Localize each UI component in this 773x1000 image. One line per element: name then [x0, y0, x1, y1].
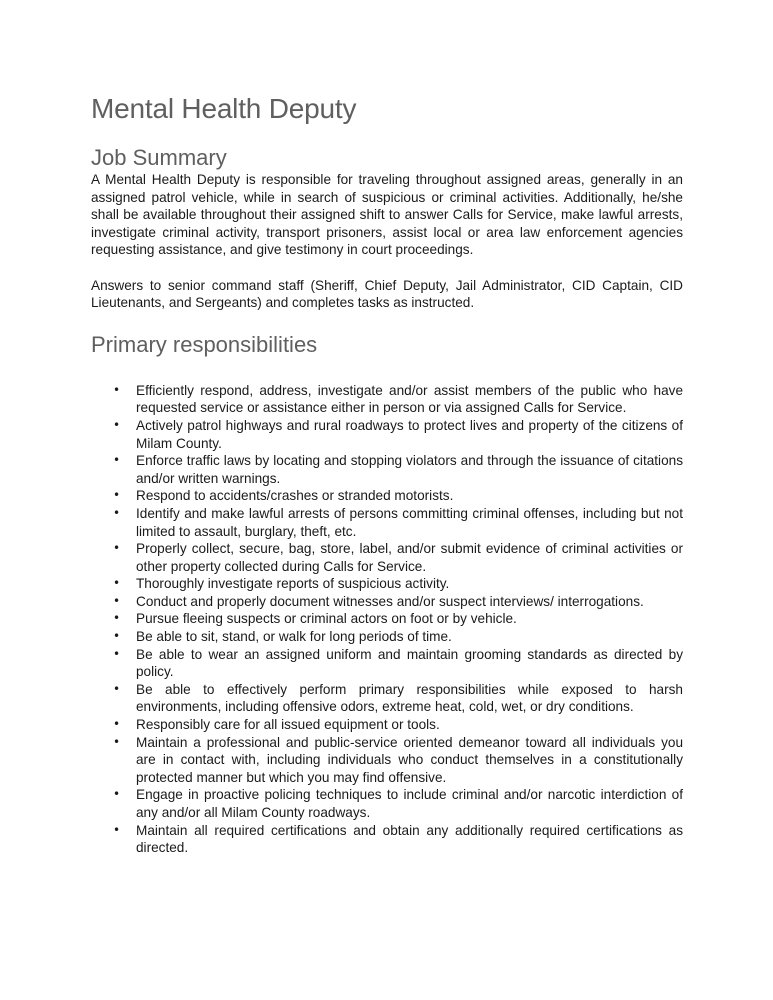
- bullet-icon: •: [113, 611, 121, 626]
- job-summary-body: [91, 171, 683, 312]
- bullet-icon: •: [113, 541, 121, 556]
- list-item: [91, 382, 683, 417]
- list-item-text: Responsibly care for all issued equipment or tools.: [136, 717, 440, 733]
- list-item: [91, 716, 683, 734]
- list-item-text: Pursue fleeing suspects or criminal actors on foot or by vehicle.: [136, 611, 517, 627]
- bullet-icon: •: [113, 417, 121, 432]
- bullet-icon: •: [113, 787, 121, 802]
- list-item-text: Enforce traffic laws by locating and stopping violators and through the issuance of citations and/or written warnings.: [136, 453, 683, 486]
- list-item-text: Respond to accidents/crashes or stranded motorists.: [136, 488, 454, 504]
- list-item: [91, 540, 683, 575]
- list-item-text: Efficiently respond, address, investigate and/or assist members of the public who have requested service or assistance either in person or via assigned Calls for Service.: [136, 382, 683, 416]
- list-item: [91, 681, 683, 716]
- list-item-text: Be able to effectively perform primary responsibilities while exposed to harsh environments, including offensive odors, extreme heat, cold, wet, or dry conditions.: [136, 681, 683, 715]
- bullet-icon: •: [113, 593, 121, 608]
- bullet-icon: •: [113, 629, 121, 644]
- document-title: Mental Health Deputy: [91, 93, 357, 124]
- bullet-icon: •: [113, 488, 121, 503]
- list-item-text: Actively patrol highways and rural roadways to protect lives and property of the citizens of Milam County.: [136, 417, 683, 451]
- list-item: [91, 487, 683, 505]
- bullet-icon: •: [113, 576, 121, 591]
- bullet-icon: •: [113, 646, 121, 661]
- job-summary-heading: Job Summary: [91, 145, 227, 170]
- list-item-text: Properly collect, secure, bag, store, label, and/or submit evidence of criminal activities or other property collected during Calls for Service.: [136, 541, 683, 574]
- list-item-text: Engage in proactive policing techniques to include criminal and/or narcotic interdiction of any and/or all Milam County roadways.: [136, 787, 683, 820]
- list-item-text: Identify and make lawful arrests of persons committing criminal offenses, including but not limited to assault, burglary, theft, etc.: [136, 505, 683, 539]
- list-item: [91, 593, 683, 611]
- list-item: [91, 452, 683, 487]
- list-item: [91, 505, 683, 540]
- list-item-text: Maintain a professional and public-service oriented demeanor toward all individuals you are in contact with, including individuals who conduct themselves in a constitutionally protected manner but which you may find offensive.: [136, 734, 683, 785]
- responsibilities-list: [91, 382, 683, 857]
- primary-responsibilities-heading: Primary responsibilities: [91, 331, 318, 357]
- document-content: [91, 92, 683, 857]
- list-item-text: Conduct and properly document witnesses and/or suspect interviews/ interrogations.: [136, 593, 644, 609]
- list-item-text: Be able to wear an assigned uniform and maintain grooming standards as directed by policy.: [136, 646, 683, 680]
- bullet-icon: •: [113, 822, 121, 837]
- bullet-icon: •: [113, 681, 121, 696]
- bullet-icon: •: [113, 734, 121, 749]
- list-item: [91, 822, 683, 857]
- list-item: [91, 610, 683, 628]
- list-item-text: Maintain all required certifications and obtain any additionally required certifications as directed.: [136, 822, 683, 856]
- list-item: [91, 628, 683, 646]
- job-summary-paragraph: A Mental Health Deputy is responsible for traveling throughout assigned areas, generally in an assigned patrol vehicle, while in search of suspicious or criminal activities. Additionally, he/she shall be available throughout their assigned shift to answer Calls for Service, make lawful arrests, investigate criminal activity, transport prisoners, assist local or area law enforcement agencies requesting assistance, and give testimony in court proceedings.: [91, 172, 683, 258]
- list-item-text: Be able to sit, stand, or walk for long periods of time.: [136, 629, 452, 645]
- list-item: [91, 734, 683, 787]
- bullet-icon: •: [113, 505, 121, 520]
- list-item: [91, 786, 683, 821]
- bullet-icon: •: [113, 717, 121, 732]
- list-item: [91, 417, 683, 452]
- list-item: [91, 575, 683, 593]
- bullet-icon: •: [113, 453, 121, 468]
- reporting-paragraph: Answers to senior command staff (Sheriff, Chief Deputy, Jail Administrator, CID Captain, CID Lieutenants, and Sergeants) and completes tasks as instructed.: [91, 277, 683, 311]
- list-item-text: Thoroughly investigate reports of suspicious activity.: [136, 576, 450, 592]
- list-item: [91, 646, 683, 681]
- bullet-icon: •: [113, 382, 121, 397]
